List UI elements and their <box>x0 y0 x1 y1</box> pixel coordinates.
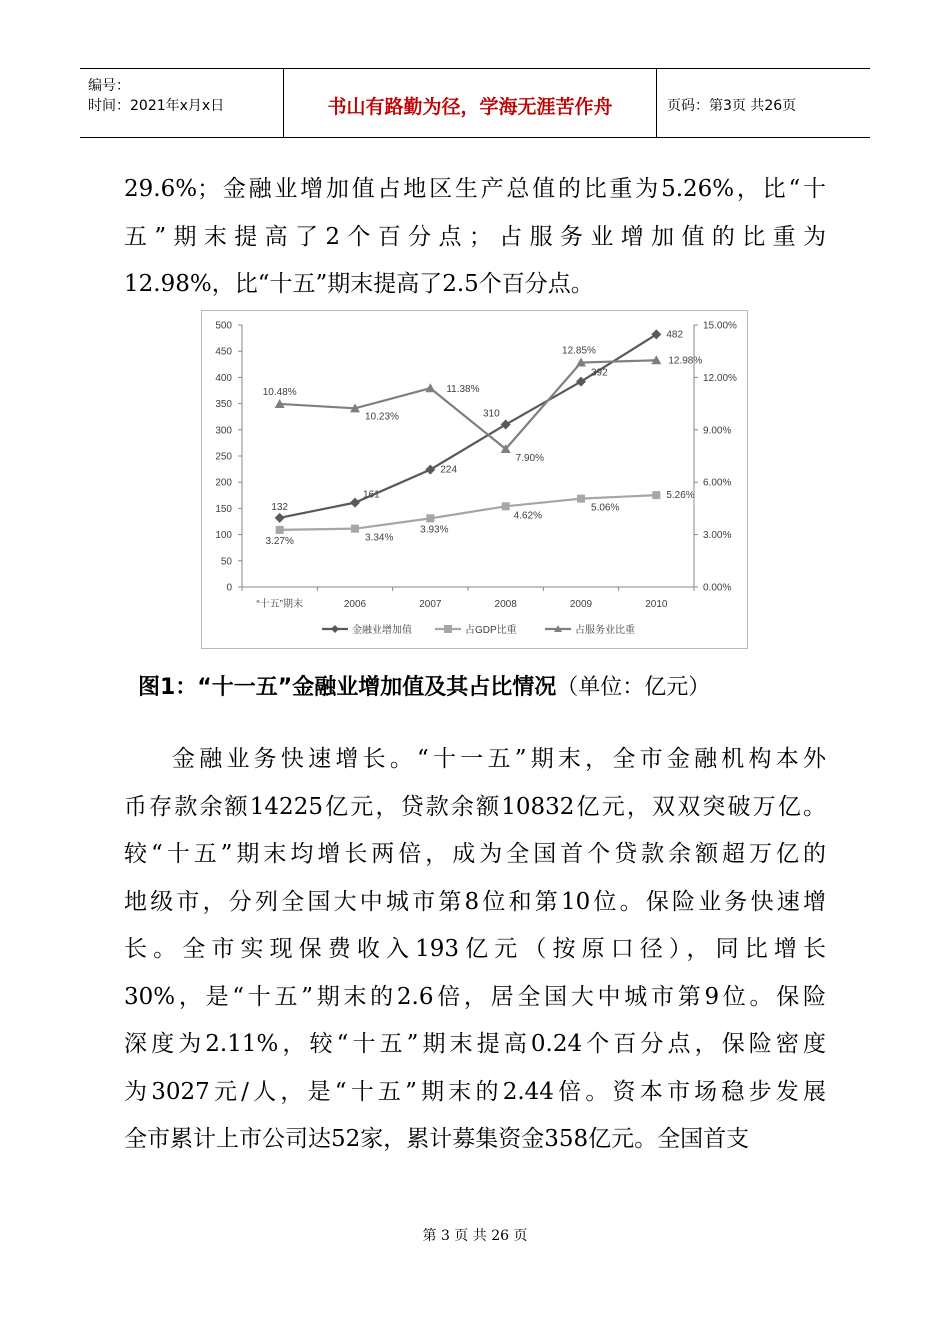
data-label: 7.90% <box>515 453 545 465</box>
right-axis-tick-label: 3.00% <box>703 530 732 542</box>
figure-caption <box>138 670 838 701</box>
paragraph-line: 较“十五”期末均增长两倍，成为全国首个贷款余额超万亿的 <box>124 841 826 867</box>
legend-entry: 占GDP比重 <box>465 625 517 636</box>
data-point <box>576 377 586 387</box>
data-point <box>502 502 510 510</box>
page-footer: 第 3 页 共 26 页 <box>422 1228 528 1244</box>
time-label: 时间：2021年x月x日 <box>88 98 225 114</box>
x-axis-tick-label: 2007 <box>419 599 442 610</box>
paragraph-line: 深度为2.11%，较“十五”期末提高0.24个百分点，保险密度 <box>124 1031 826 1057</box>
data-label: 3.34% <box>365 532 394 544</box>
right-axis-tick-label: 0.00% <box>703 582 732 594</box>
data-label: 10.48% <box>262 386 297 398</box>
data-label: 310 <box>482 408 500 420</box>
left-axis-tick-label: 0 <box>226 582 232 594</box>
data-point <box>577 495 585 503</box>
data-label: 4.62% <box>513 510 543 522</box>
left-axis-tick-label: 150 <box>215 503 232 515</box>
paragraph-line: 地级市，分列全国大中城市第8位和第10位。保险业务快速增 <box>124 888 826 915</box>
data-point <box>425 383 435 392</box>
financial-chart <box>201 310 748 649</box>
data-point <box>501 420 511 430</box>
x-axis-tick-label: 2006 <box>343 599 367 610</box>
data-label: 5.06% <box>591 502 620 514</box>
paragraph-line: 五”期末提高了2个百分点；占服务业增加值的比重为 <box>124 223 826 250</box>
paragraph-line: 金融业务快速增长。“十一五”期末，全市金融机构本外 <box>172 746 826 772</box>
data-point <box>652 491 660 499</box>
code-label: 编号： <box>88 78 130 94</box>
right-axis-tick-label: 9.00% <box>703 425 732 437</box>
paragraph-line: 12.98%，比“十五”期末提高了2.5个百分点。 <box>124 271 594 297</box>
left-axis-tick-label: 250 <box>215 451 232 463</box>
data-point <box>275 513 285 523</box>
right-axis-tick-label: 12.00% <box>703 372 737 384</box>
data-label: 392 <box>591 367 608 379</box>
data-label: 482 <box>666 329 684 341</box>
header-page-number: 页码：第3页 共26页 <box>667 98 797 114</box>
data-point <box>651 329 661 339</box>
data-point <box>425 465 435 475</box>
left-axis-tick-label: 50 <box>220 556 232 568</box>
x-axis-tick-label: 2010 <box>645 599 668 610</box>
header-motto-cell <box>284 69 657 137</box>
left-axis-tick-label: 450 <box>215 346 232 358</box>
paragraph-line: 为3027元/人，是“十五”期末的2.44倍。资本市场稳步发展 <box>124 1078 826 1105</box>
header-left-cell <box>80 69 284 137</box>
legend-marker <box>444 625 452 633</box>
data-point <box>351 525 359 533</box>
left-axis-tick-label: 300 <box>215 425 232 437</box>
chart-svg <box>202 311 747 648</box>
data-label: 3.27% <box>265 535 294 547</box>
x-axis-tick-label: 2008 <box>494 599 517 610</box>
data-label: 12.98% <box>668 355 703 367</box>
body-paragraph <box>124 736 826 1164</box>
left-axis-tick-label: 100 <box>215 530 232 542</box>
paragraph-line: 币存款余额14225亿元，贷款余额10832亿元，双双突破万亿。 <box>124 793 826 820</box>
figure-caption-title: 图1：“十一五”金融业增加值及其占比情况 <box>138 675 557 700</box>
figure-caption-unit: （单位：亿元） <box>556 675 711 700</box>
data-label: 5.26% <box>666 490 695 502</box>
left-axis-tick-label: 350 <box>215 399 232 411</box>
x-axis-tick-label: “十五”期末 <box>256 599 304 610</box>
right-axis-tick-label: 15.00% <box>703 320 737 332</box>
data-label: 132 <box>271 501 289 513</box>
top-paragraph <box>124 166 826 309</box>
data-label: 224 <box>440 464 458 476</box>
data-point <box>276 526 284 534</box>
data-label: 3.93% <box>420 524 449 536</box>
data-label: 10.23% <box>365 411 399 423</box>
paragraph-line: 29.6%；金融业增加值占地区生产总值的比重为5.26%，比“十 <box>124 176 826 202</box>
legend-entry: 金融业增加值 <box>352 625 412 636</box>
left-axis-tick-label: 200 <box>215 477 232 489</box>
paragraph-line: 30%，是“十五”期末的2.6倍，居全国大中城市第9位。保险 <box>124 983 826 1010</box>
data-label: 161 <box>363 489 380 501</box>
right-axis-tick-label: 6.00% <box>703 477 732 489</box>
data-point <box>350 498 360 508</box>
page-header <box>80 68 870 138</box>
left-axis-tick-label: 400 <box>215 372 232 384</box>
header-page-cell <box>657 69 870 137</box>
legend-entry: 占服务业比重 <box>575 625 635 636</box>
data-label: 11.38% <box>446 384 480 396</box>
paragraph-line: 长。全市实现保费收入193亿元（按原口径），同比增长 <box>124 936 826 962</box>
legend-marker <box>331 625 339 633</box>
left-axis-tick-label: 500 <box>215 320 232 332</box>
data-point <box>426 514 434 522</box>
paragraph-line: 全市累计上市公司达52家，累计募集资金358亿元。全国首支 <box>124 1126 750 1152</box>
x-axis-tick-label: 2009 <box>569 599 593 610</box>
data-label: 12.85% <box>562 345 596 357</box>
header-motto: 书山有路勤为径，学海无涯苦作舟 <box>327 96 613 118</box>
